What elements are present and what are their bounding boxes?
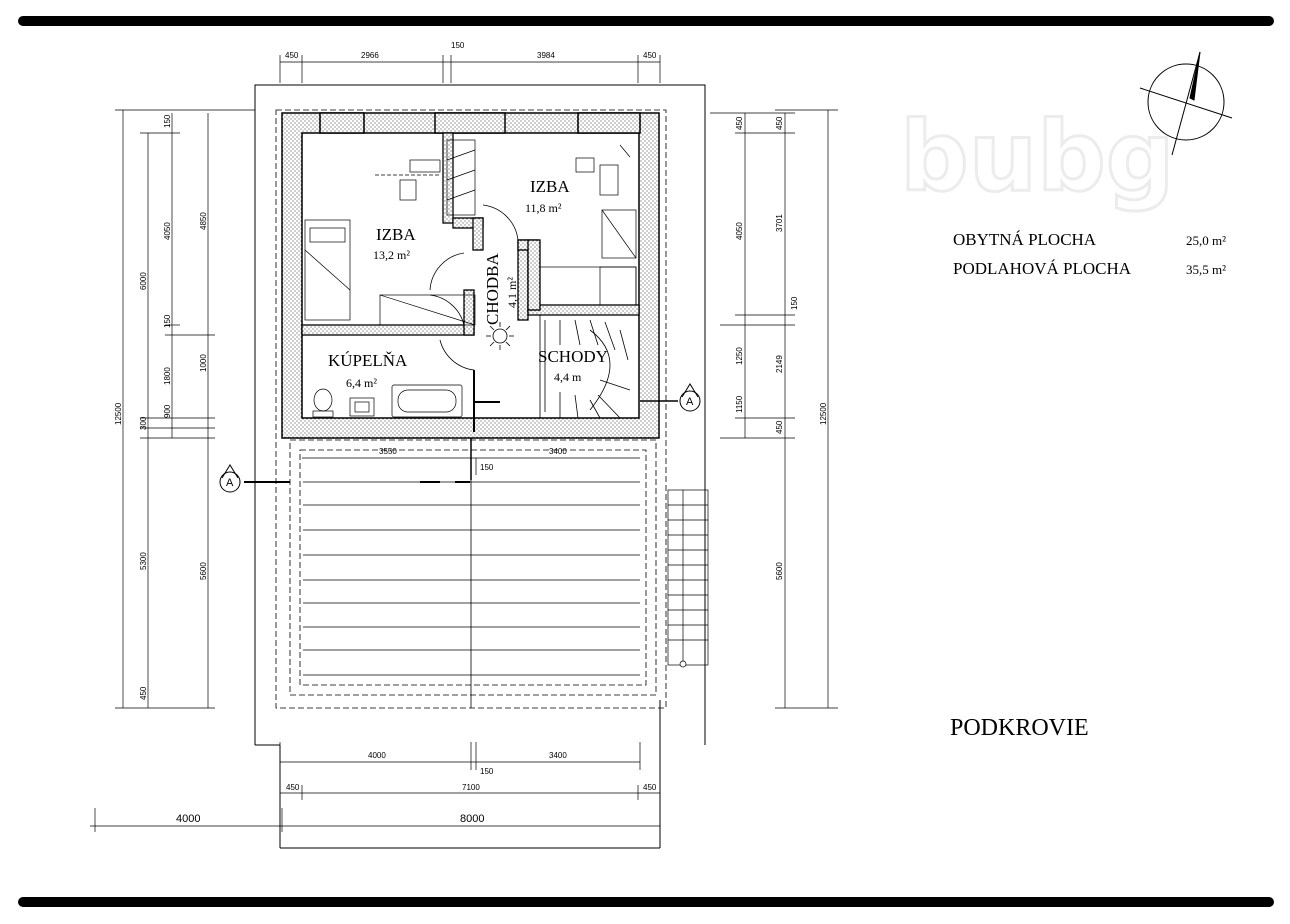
svg-text:450: 450	[286, 783, 300, 792]
terrace	[303, 440, 640, 708]
svg-text:3400: 3400	[549, 751, 567, 760]
svg-text:3984: 3984	[537, 51, 555, 60]
svg-text:8000: 8000	[460, 813, 485, 825]
svg-text:150: 150	[480, 463, 494, 472]
svg-text:150: 150	[480, 767, 494, 776]
svg-text:1250: 1250	[735, 347, 744, 365]
svg-text:3400: 3400	[549, 447, 567, 456]
area-legend	[953, 230, 1226, 278]
svg-text:900: 900	[163, 404, 172, 418]
svg-text:1150: 1150	[735, 395, 744, 413]
exterior-stairs	[668, 490, 708, 667]
svg-text:4850: 4850	[199, 212, 208, 230]
svg-text:1000: 1000	[199, 354, 208, 372]
exterior-walls	[282, 113, 659, 438]
svg-text:OBYTNÁ PLOCHA: OBYTNÁ PLOCHA	[953, 230, 1097, 249]
svg-text:150: 150	[163, 114, 172, 128]
svg-text:5600: 5600	[199, 562, 208, 580]
svg-text:PODLAHOVÁ PLOCHA: PODLAHOVÁ PLOCHA	[953, 259, 1132, 278]
plan-title: PODKROVIE	[950, 715, 1089, 741]
svg-text:450: 450	[285, 51, 299, 60]
svg-text:450: 450	[735, 116, 744, 130]
svg-text:4050: 4050	[735, 222, 744, 240]
svg-text:A: A	[686, 396, 694, 408]
svg-text:150: 150	[163, 314, 172, 328]
room-area-izba-1: 13,2 m²	[373, 248, 410, 262]
room-area-izba-2: 11,8 m²	[525, 201, 562, 215]
svg-text:5300: 5300	[139, 552, 148, 570]
watermark-logo: bubg	[900, 101, 1175, 213]
svg-text:4000: 4000	[176, 813, 201, 825]
svg-text:7100: 7100	[462, 783, 480, 792]
room-area-chodba: 4,1 m²	[505, 277, 519, 308]
room-label-chodba: CHODBA	[483, 253, 502, 325]
svg-text:35,5 m²: 35,5 m²	[1186, 262, 1227, 277]
room-label-kupelna: KÚPELŇA	[328, 351, 408, 370]
svg-text:12500: 12500	[819, 402, 828, 425]
svg-text:4000: 4000	[368, 751, 386, 760]
svg-text:3550: 3550	[379, 447, 397, 456]
svg-text:450: 450	[775, 420, 784, 434]
svg-text:150: 150	[451, 41, 465, 50]
svg-text:12500: 12500	[114, 402, 123, 425]
dimension-left	[115, 110, 255, 708]
svg-text:A: A	[226, 477, 234, 489]
svg-text:150: 150	[790, 296, 799, 310]
svg-text:450: 450	[139, 686, 148, 700]
dimension-top	[280, 55, 660, 83]
svg-text:450: 450	[643, 51, 657, 60]
svg-text:450: 450	[643, 783, 657, 792]
room-area-schody: 4,4 m	[554, 370, 582, 384]
svg-text:3701: 3701	[775, 214, 784, 232]
svg-text:2966: 2966	[361, 51, 379, 60]
svg-text:2149: 2149	[775, 355, 784, 373]
svg-text:5600: 5600	[775, 562, 784, 580]
room-label-izba-2: IZBA	[530, 177, 570, 196]
svg-text:4050: 4050	[163, 222, 172, 240]
svg-text:450: 450	[775, 116, 784, 130]
svg-text:6000: 6000	[139, 272, 148, 290]
svg-text:25,0 m²: 25,0 m²	[1186, 233, 1227, 248]
room-area-kupelna: 6,4 m²	[346, 376, 377, 390]
room-label-izba-1: IZBA	[376, 225, 416, 244]
svg-text:300: 300	[139, 416, 148, 430]
room-label-schody: SCHODY	[538, 347, 608, 366]
svg-text:1800: 1800	[163, 367, 172, 385]
